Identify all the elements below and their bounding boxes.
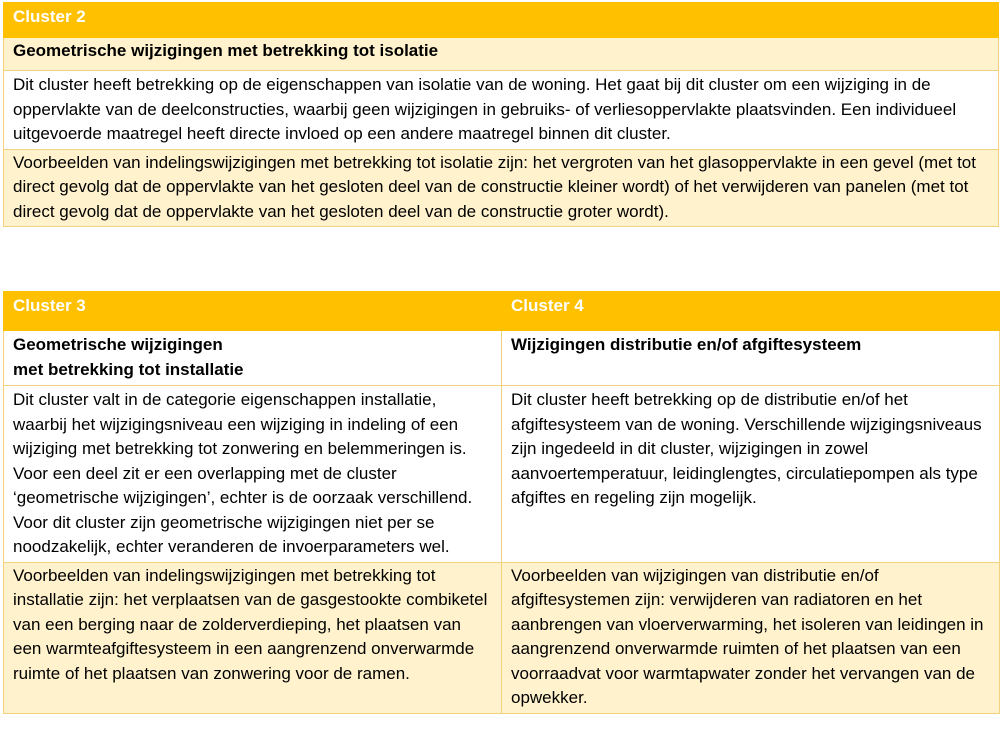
cluster-3-4-table: [3, 291, 1000, 714]
cluster-2-header: Cluster 2: [4, 3, 999, 38]
cluster-3-description: Dit cluster valt in de categorie eigenschappen installatie, waarbij het wijzigingsniveau een wijziging in indeling of een wijziging met betrekking tot zonwering en belemmeringen is. Voor een deel zit er een overlapping met de cluster ‘geometrische wijzigingen’, echter is de oorzaak verschillend. Voor dit cluster zijn geometrische wijzigingen niet per se noodzakelijk, echter veranderen de invoerparameters wel.: [4, 386, 502, 563]
cluster-4-header: Cluster 4: [502, 292, 1000, 331]
cluster-2-examples: Voorbeelden van indelingswijzigingen met betrekking tot isolatie zijn: het vergroten van het glasoppervlakte in een gevel (met tot direct gevolg dat de oppervlakte van het gesloten deel van de constructie kleiner wordt) of het verwijderen van panelen (met tot direct gevolg dat de oppervlakte van het gesloten deel van de constructie groter wordt).: [4, 149, 999, 227]
cluster-2-table: [3, 2, 999, 227]
cluster-4-examples: Voorbeelden van wijzigingen van distributie en/of afgiftesystemen zijn: verwijderen van radiatoren en het aanbrengen van vloerverwarming, het isoleren van leidingen in aangrenzend onverwarmde ruimten of het plaatsen van een voorraadvat voor warmtapwater zonder het vervangen van de opwekker.: [502, 562, 1000, 713]
cluster-2-title: Geometrische wijzigingen met betrekking tot isolatie: [4, 38, 999, 71]
cluster-2-description: Dit cluster heeft betrekking op de eigenschappen van isolatie van de woning. Het gaat bij dit cluster om een wijziging in de oppervlakte van de deelconstructies, waarbij geen wijzigingen in gebruiks- of verliesoppervlakte plaatsvinden. Een individueel uitgevoerde maatregel heeft directe invloed op een andere maatregel binnen dit cluster.: [4, 71, 999, 150]
cluster-4-title: Wijzigingen distributie en/of afgiftesysteem: [502, 331, 1000, 386]
cluster-4-description: Dit cluster heeft betrekking op de distributie en/of het afgiftesysteem van de woning. Verschillende wijzigingsniveaus zijn ingedeeld in dit cluster, wijzigingen in zowel aanvoertemperatuur, leidinglengtes, circulatiepompen als type afgiftes en regeling zijn mogelijk.: [502, 386, 1000, 563]
cluster-3-title: Geometrische wijzigingen met betrekking tot installatie: [4, 331, 502, 386]
cluster-3-header: Cluster 3: [4, 292, 502, 331]
cluster-3-examples: Voorbeelden van indelingswijzigingen met betrekking tot installatie zijn: het verplaatsen van de gasgestookte combiketel van een berging naar de zolderverdieping, het plaatsen van een warmteafgiftesysteem in een aangrenzend onverwarmde ruimte of het plaatsen van zonwering voor de ramen.: [4, 562, 502, 713]
